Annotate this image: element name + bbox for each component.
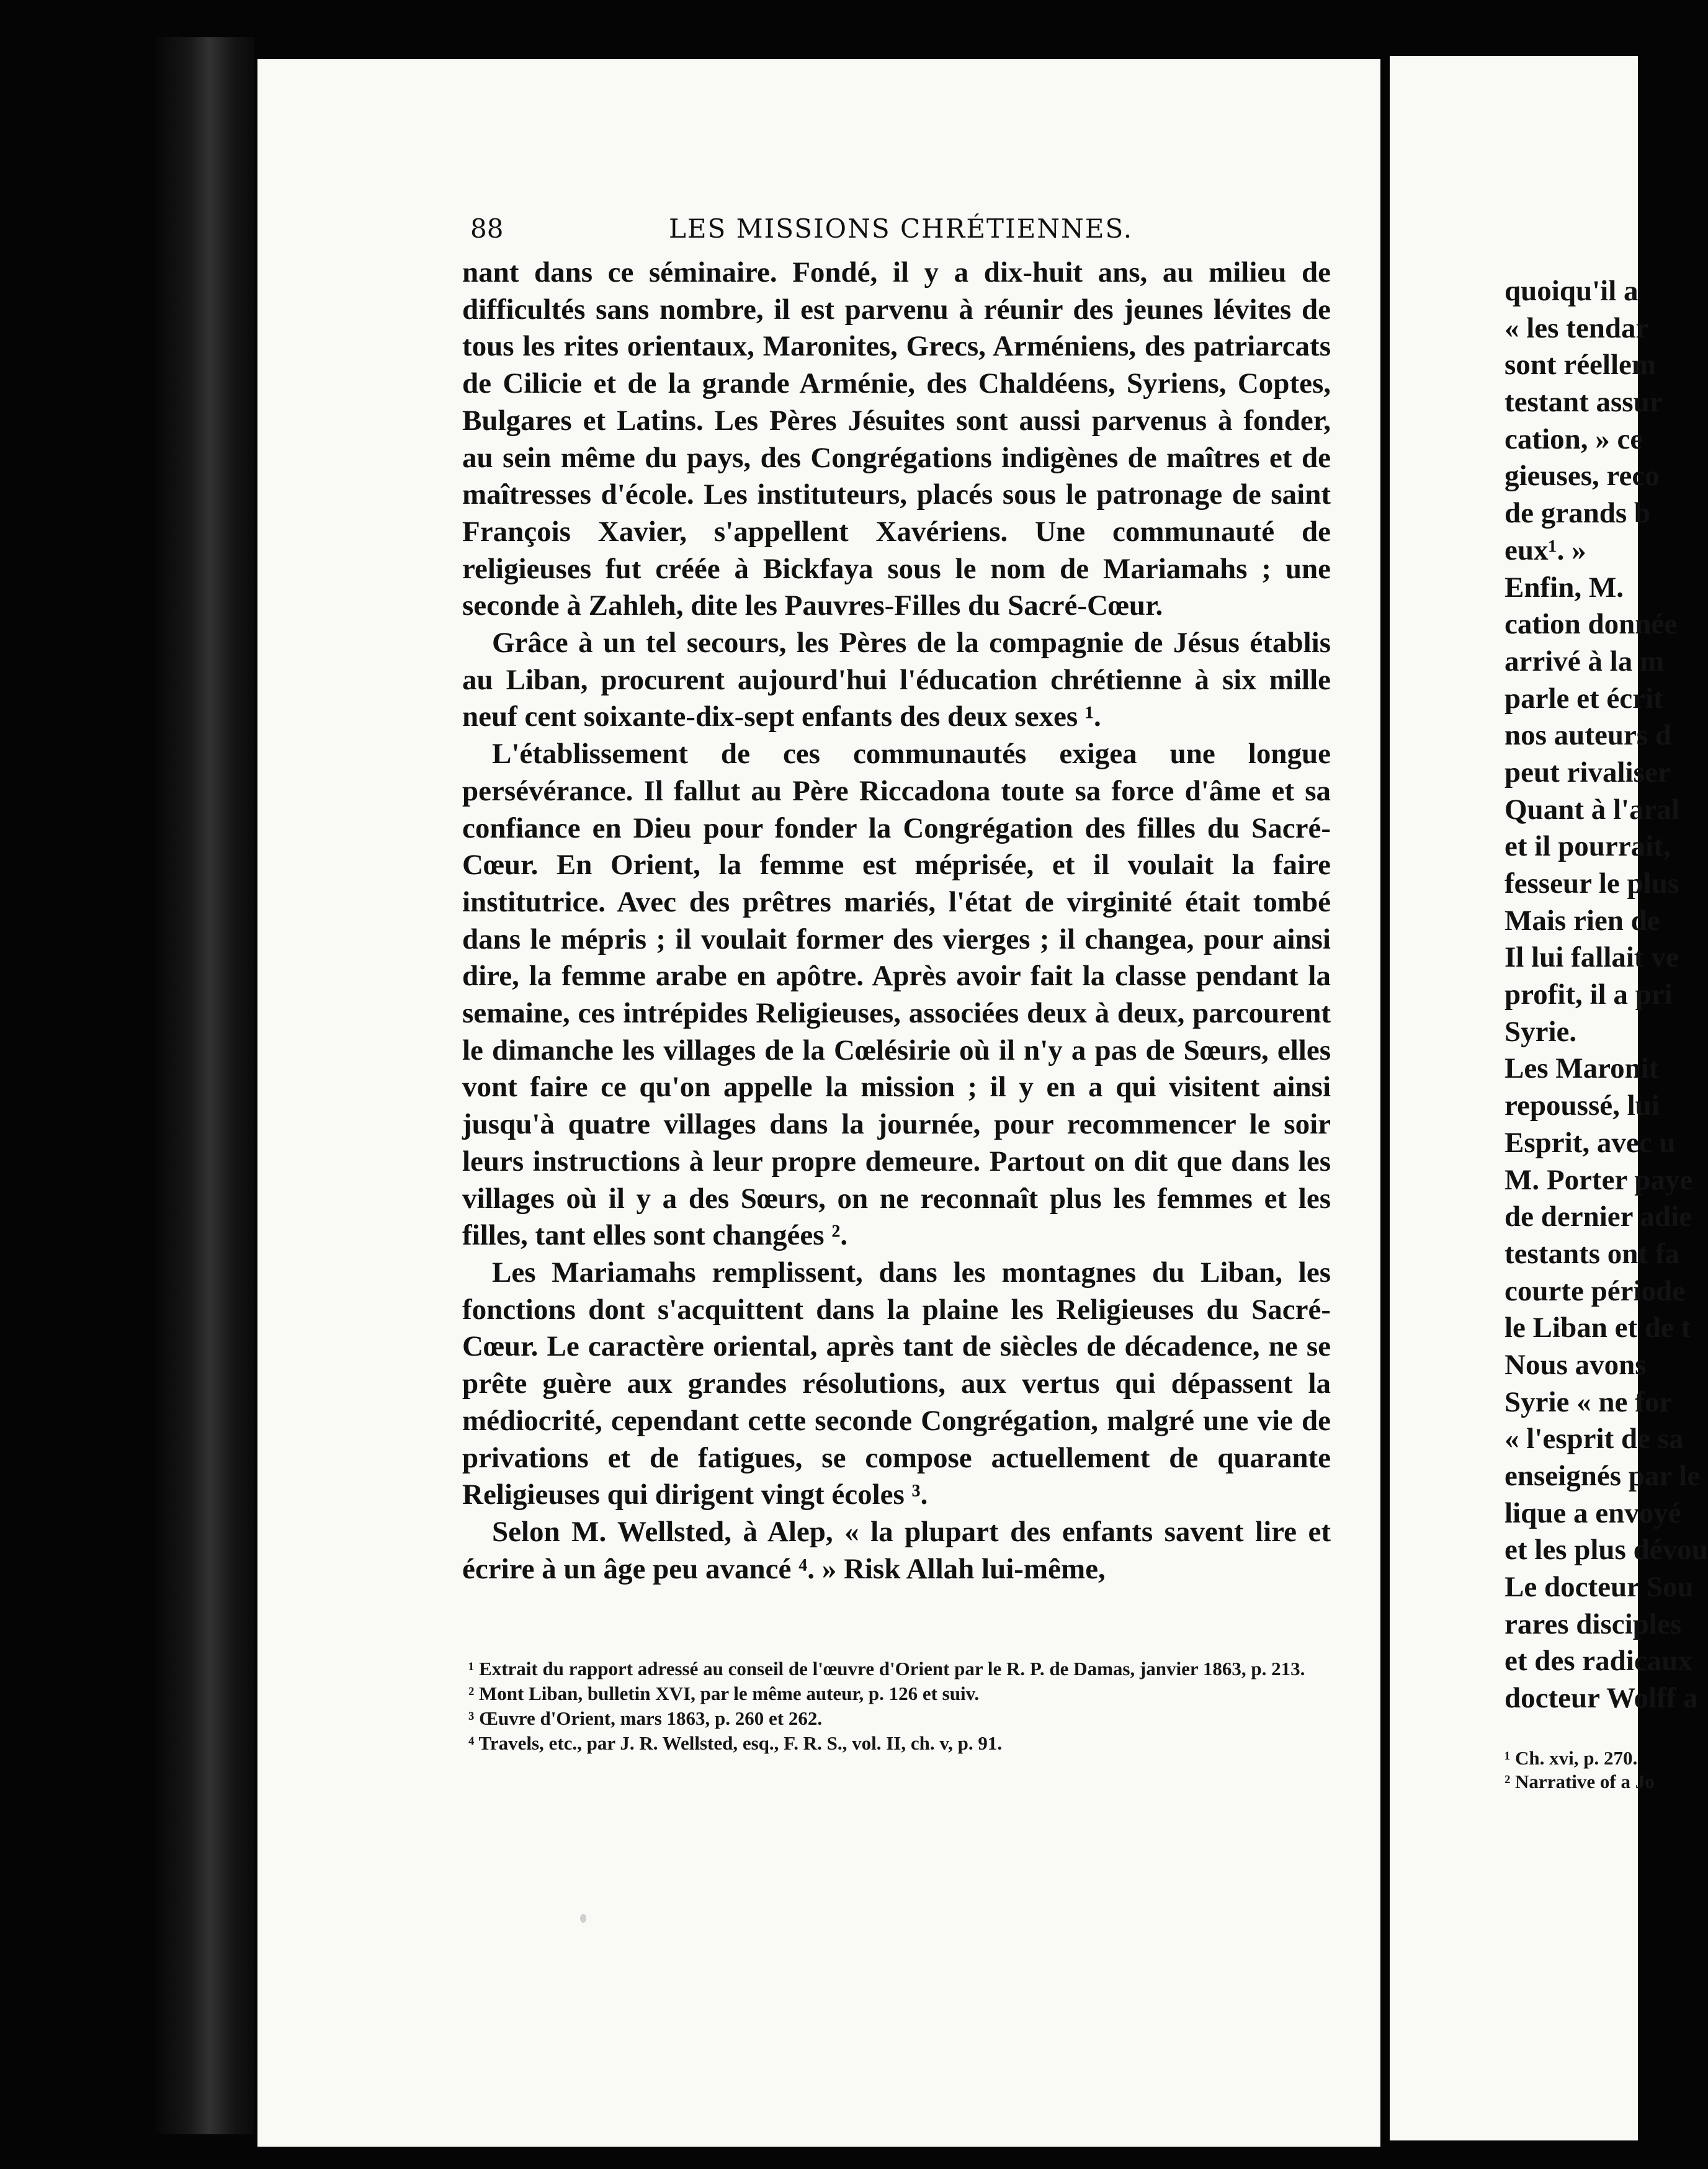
right-page-line: Enfin, M. [1505, 571, 1624, 604]
right-page-line: et les plus dévou [1505, 1534, 1708, 1567]
running-title: LES MISSIONS CHRÉTIENNES. [669, 213, 1133, 244]
right-page-line: cation donnée [1505, 608, 1678, 641]
right-page-line: le Liban et de t [1505, 1312, 1691, 1344]
paper-speck [580, 1914, 586, 1923]
right-page-line: de dernier adie [1505, 1201, 1692, 1233]
footnote: ¹ Extrait du rapport adressé au conseil de l'œuvre d'Orient par le R. P. de Damas, janvier 1863, p. 213. [468, 1658, 1305, 1679]
right-page-line: repoussé, lui [1505, 1089, 1660, 1122]
right-page-line: courte période [1505, 1274, 1686, 1307]
footnote: ³ Œuvre d'Orient, mars 1863, p. 260 et 262. [468, 1707, 823, 1729]
right-page-line: Mais rien de [1505, 904, 1660, 937]
page-number: 88 [470, 213, 504, 244]
right-page-line: arrivé à la m [1505, 645, 1665, 678]
right-page-footnotes [1505, 1746, 1666, 1794]
right-page-line: Il lui fallait ve [1505, 941, 1679, 974]
right-page-line: nos auteurs d [1505, 719, 1672, 752]
right-page-line: « l'esprit de sa [1505, 1423, 1684, 1456]
right-page-line: « les tendar [1505, 311, 1649, 344]
right-page-line: parle et écrit [1505, 682, 1663, 715]
paragraph: Les Mariamahs remplissent, dans les montagnes du Liban, les fonctions dont s'acquittent dans la plaine les Religieuses du Sacré-Cœur. Le caractère oriental, après tant de siècles de décadence, ne se prête guère aux grandes résolutions, aux vertus qui dépassent la médiocrité, cependant cette seconde Congrégation, malgré une vie de privations et de fatigues, se compose actuellement de quarante Religieuses qui dirigent vingt écoles ³. [462, 1256, 1331, 1511]
right-page-line: et des radicaux [1505, 1645, 1692, 1678]
right-page-line: M. Porter paye [1505, 1163, 1693, 1196]
running-head [470, 213, 1326, 251]
right-page-line: docteur Wolff a [1505, 1682, 1698, 1715]
right-page-line: sont réellem [1505, 349, 1657, 382]
right-page-line: et il pourrait, [1505, 830, 1671, 863]
right-page-line: Le docteur Sou [1505, 1571, 1694, 1604]
right-page-line: Syrie. [1505, 1015, 1577, 1048]
right-page-text [1505, 273, 1708, 1717]
right-page-line: cation, » ce [1505, 423, 1643, 455]
body-text [462, 254, 1331, 1588]
right-page-line: lique a envoyé [1505, 1496, 1681, 1529]
right-page-footnote: ¹ Ch. xvi, p. 270. [1505, 1747, 1638, 1769]
right-page-line: enseignés par le [1505, 1460, 1701, 1492]
right-page-line: quoiqu'il a [1505, 275, 1639, 307]
right-page-line: gieuses, reco [1505, 460, 1660, 493]
right-page-line: testant assur [1505, 386, 1663, 419]
right-page-line: peut rivaliser [1505, 756, 1671, 789]
right-page-line: fesseur le plus [1505, 867, 1679, 900]
right-page-line: Esprit, avec u [1505, 1126, 1676, 1159]
paragraph: Selon M. Wellsted, à Alep, « la plupart des enfants savent lire et écrire à un âge peu avancé ⁴. » Risk Allah lui-même, [462, 1515, 1331, 1585]
right-page-line: Les Maronit [1505, 1052, 1659, 1085]
right-page-line: rares disciples [1505, 1608, 1682, 1640]
footnote: ² Mont Liban, bulletin XVI, par le même auteur, p. 126 et suiv. [468, 1683, 980, 1704]
right-page-line: profit, il a pri [1505, 978, 1673, 1011]
right-page-line: Syrie « ne for [1505, 1385, 1673, 1418]
right-page-line: eux¹. » [1505, 534, 1586, 566]
paragraph: Grâce à un tel secours, les Pères de la compagnie de Jésus établis au Liban, procurent aujourd'hui l'éducation chrétienne à six mille neuf cent soixante-dix-sept enfants des deux sexes ¹. [462, 627, 1331, 733]
footnote: ⁴ Travels, etc., par J. R. Wellsted, esq., F. R. S., vol. II, ch. v, p. 91. [468, 1732, 1003, 1754]
right-page-footnote: ² Narrative of a Jo [1505, 1771, 1655, 1792]
footnotes [468, 1657, 1331, 1756]
paragraph: L'établissement de ces communautés exigea une longue persévérance. Il fallut au Père Riccadona toute sa force d'âme et sa confiance en Dieu pour fonder la Congrégation des filles du Sacré-Cœur. En Orient, la femme est méprisée, et il voulait la faire institutrice. Avec des prêtres mariés, l'état de virginité était tombé dans le mépris ; il voulait former des vierges ; il changea, pour ainsi dire, la femme arabe en apôtre. Après avoir fait la classe pendant la semaine, ces intrépides Religieuses, associées deux à deux, parcourent le dimanche les villages de la Cœlésirie où il n'y a pas de Sœurs, elles vont faire ce qu'on appelle la mission ; il y en a qui visitent ainsi jusqu'à quatre villages dans la journée, pour recommencer le soir leurs instructions à leur propre demeure. Partout on dit que dans les villages où il y a des Sœurs, on ne reconnaît plus les femmes et les filles, tant elles sont changées ². [462, 738, 1331, 1252]
right-page-line: de grands b [1505, 497, 1651, 530]
right-page-line: Nous avons [1505, 1348, 1647, 1381]
binding-shadow [155, 37, 254, 2134]
right-page-line: testants ont fa [1505, 1237, 1679, 1270]
paragraph: nant dans ce séminaire. Fondé, il y a dix-huit ans, au milieu de difficultés sans nombre, il est parvenu à réunir des jeunes lévites de tous les rites orientaux, Maronites, Grecs, Arméniens, des patriarcats de Cilicie et de la grande Arménie, des Chaldéens, Syriens, Coptes, Bulgares et Latins. Les Pères Jésuites sont aussi parvenus à fonder, au sein même du pays, des Congrégations indigènes de maîtres et de maîtresses d'école. Les instituteurs, placés sous le patronage de saint François Xavier, s'appellent Xavériens. Une communauté de religieuses fut créée à Bickfaya sous le nom de Mariamahs ; une seconde à Zahleh, dite les Pauvres-Filles du Sacré-Cœur. [462, 256, 1331, 622]
right-page-line: Quant à l'aral [1505, 793, 1680, 826]
